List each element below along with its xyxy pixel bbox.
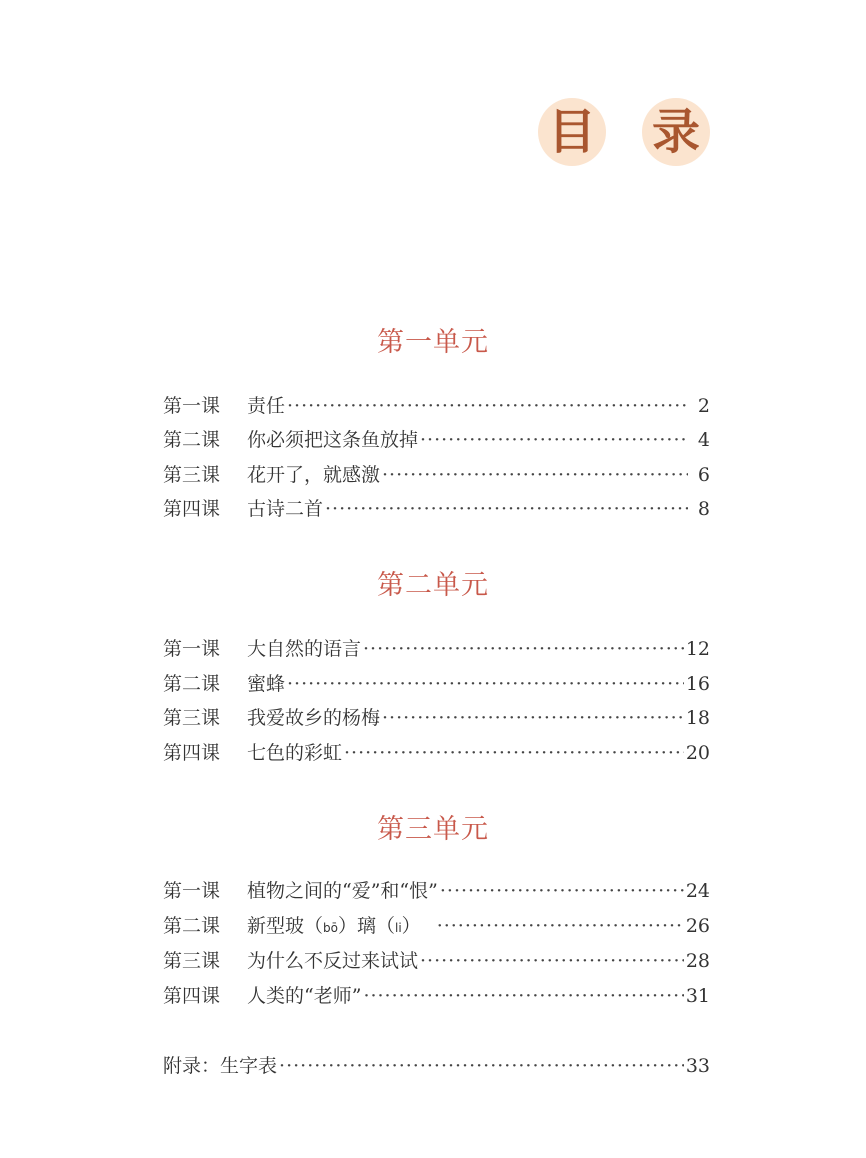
lesson-title: 为什么不反过来试试 xyxy=(247,950,419,972)
lesson-title: 我爱故乡的杨梅 xyxy=(247,707,381,729)
lesson-number: 第四课 xyxy=(163,985,221,1007)
lesson-title: 花开了，就感激 xyxy=(247,464,381,486)
lesson-title: 人类的“老师” xyxy=(247,985,362,1007)
lesson-title-part: ） xyxy=(401,915,421,937)
page-number: 8 xyxy=(697,498,710,520)
toc-entry[interactable] xyxy=(163,912,710,940)
toc-title-char-2: 录 xyxy=(642,98,710,166)
leader-dots xyxy=(325,495,688,523)
lesson-number: 第二课 xyxy=(163,915,221,937)
page-number: 28 xyxy=(685,950,710,972)
page-number: 24 xyxy=(685,880,710,902)
toc-entry[interactable] xyxy=(163,877,710,905)
lesson-title: 植物之间的“爱”和“恨” xyxy=(247,880,438,902)
toc-entry[interactable] xyxy=(163,635,710,663)
appendix-title: 生字表 xyxy=(220,1055,278,1077)
leader-dots xyxy=(363,982,683,1010)
toc-title xyxy=(538,98,718,168)
lesson-title-part: ）璃（ xyxy=(337,915,395,937)
lesson-title-part: 新型玻（ xyxy=(247,915,324,937)
toc-title-char-1: 目 xyxy=(538,98,606,166)
unit-title-1: 第一单元 xyxy=(377,327,489,358)
leader-dots xyxy=(382,461,688,489)
page-number: 33 xyxy=(685,1055,710,1077)
page-number: 4 xyxy=(697,429,710,451)
lesson-title: 大自然的语言 xyxy=(247,638,362,660)
toc-entry[interactable] xyxy=(163,947,710,975)
unit-title-2: 第二单元 xyxy=(377,570,489,601)
leader-dots xyxy=(382,704,684,732)
toc-entry[interactable] xyxy=(163,670,710,698)
toc-entry[interactable] xyxy=(163,461,710,489)
toc-entry[interactable] xyxy=(163,495,710,523)
lesson-number: 第一课 xyxy=(163,395,221,417)
page-number: 18 xyxy=(685,707,710,729)
lesson-title: 蜜蜂 xyxy=(247,673,286,695)
page-number: 20 xyxy=(685,742,710,764)
lesson-number: 第三课 xyxy=(163,707,221,729)
lesson-number: 第三课 xyxy=(163,950,221,972)
lesson-title: 你必须把这条鱼放掉 xyxy=(247,429,419,451)
page-number: 2 xyxy=(697,395,710,417)
toc-entry[interactable] xyxy=(163,739,710,767)
lesson-number: 第四课 xyxy=(163,742,221,764)
lesson-number: 第二课 xyxy=(163,673,221,695)
leader-dots xyxy=(420,947,684,975)
page-number: 12 xyxy=(685,638,710,660)
lesson-title: 责任 xyxy=(247,395,286,417)
pinyin-annotation: li xyxy=(395,921,402,935)
lesson-number: 第四课 xyxy=(163,498,221,520)
unit-title-3: 第三单元 xyxy=(377,814,489,845)
leader-dots xyxy=(279,1052,684,1080)
toc-entry[interactable] xyxy=(163,704,710,732)
leader-dots xyxy=(344,739,684,767)
leader-dots xyxy=(437,912,684,940)
leader-dots xyxy=(420,426,688,454)
appendix-label: 附录： xyxy=(163,1055,221,1077)
leader-dots xyxy=(287,392,688,420)
toc-entry[interactable] xyxy=(163,426,710,454)
lesson-number: 第三课 xyxy=(163,464,221,486)
lesson-number: 第一课 xyxy=(163,638,221,660)
pinyin-annotation: bō xyxy=(323,921,338,935)
page-number: 6 xyxy=(697,464,710,486)
lesson-number: 第二课 xyxy=(163,429,221,451)
lesson-title: 七色的彩虹 xyxy=(247,742,343,764)
page-number: 16 xyxy=(685,673,710,695)
leader-dots xyxy=(440,877,684,905)
leader-dots xyxy=(363,635,684,663)
leader-dots xyxy=(287,670,684,698)
toc-entry[interactable] xyxy=(163,982,710,1010)
lesson-title: 古诗二首 xyxy=(247,498,324,520)
lesson-number: 第一课 xyxy=(163,880,221,902)
toc-entry-appendix[interactable] xyxy=(163,1052,710,1080)
page-number: 31 xyxy=(685,985,710,1007)
toc-entry[interactable] xyxy=(163,392,710,420)
lesson-title xyxy=(247,912,421,942)
page-number: 26 xyxy=(685,915,710,937)
